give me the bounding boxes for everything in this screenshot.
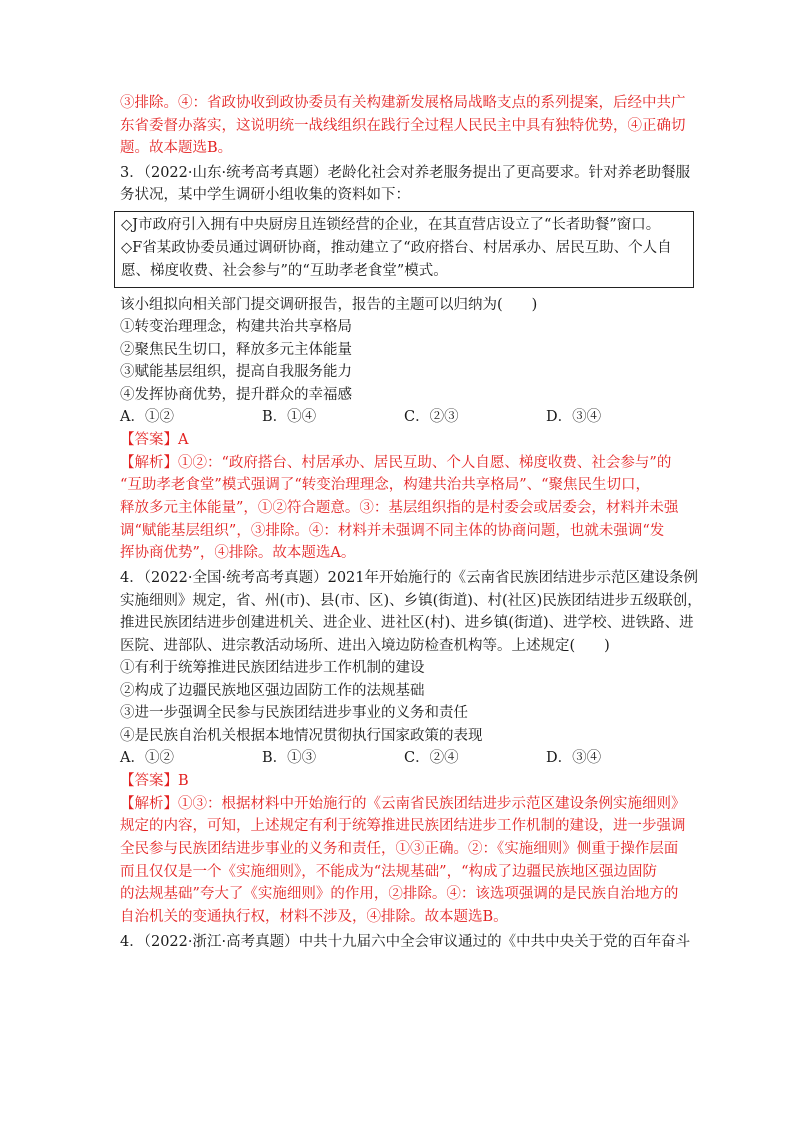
- statement: ①转变治理理念，构建共治共享格局: [120, 319, 352, 335]
- answer: 【答案】B: [120, 773, 189, 790]
- document-page: [120, 92, 702, 953]
- analysis: [120, 452, 690, 566]
- question-4-national: [120, 567, 702, 929]
- statement: ②聚焦民生切口，释放多元主体能量: [120, 341, 352, 358]
- analysis-line: 的法规基础”夸大了《实施细则》的作用，②排除。④：该选项强调的是民族自治地方的: [120, 886, 679, 903]
- question-4-zhejiang: [120, 931, 690, 954]
- statement: ③进一步强调全民参与民族团结进步事业的义务和责任: [120, 705, 468, 722]
- previous-analysis: [120, 92, 690, 160]
- analysis-line: 自治机关的变通执行权，材料不涉及，④排除。故本题选B。: [120, 909, 508, 926]
- analysis-line: 调“赋能基层组织”，③排除。④：材料并未强调不同主体的协商问题，也就未强调“发: [120, 522, 665, 539]
- question-stem: 务状况，某中学生调研小组收集的资料如下：: [120, 187, 410, 203]
- question-stem: 4．（2022·浙江·高考真题）中共十九届六中全会审议通过的《中共中央关于党的百年奋斗: [120, 933, 691, 950]
- question-stem: 4．（2022·全国·统考高考真题）2021年开始施行的《云南省民族团结进步示范区建设条例: [120, 570, 698, 587]
- question-stem: 推进民族团结进步创建进机关、进企业、进社区(村)、进乡镇(街道)、进学校、进铁路、进: [120, 615, 694, 632]
- material-line: 愿、梯度收费、社会参与”的“互助孝老食堂”模式。: [121, 262, 448, 279]
- analysis: [120, 793, 690, 929]
- option-a: A．①②: [120, 750, 174, 767]
- question-stem: 3．（2022·山东·统考高考真题）老龄化社会对养老服务提出了更高要求。针对养老助餐服: [120, 164, 691, 181]
- text-line: 题。故本题选B。: [120, 140, 233, 156]
- statement: ④发挥协商优势，提升群众的幸福感: [120, 386, 352, 403]
- answer: 【答案】A: [120, 432, 189, 448]
- statement: ①有利于统筹推进民族团结进步工作机制的建设: [120, 660, 425, 677]
- option-b: B．①④: [262, 409, 317, 425]
- option-c: C．②③: [404, 409, 459, 425]
- question-stem: 医院、进部队、进宗教活动场所、进出入境边防检查机构等。上述规定( ): [120, 637, 610, 654]
- question-prompt: 该小组拟向相关部门提交调研报告，报告的主题可以归纳为( ): [120, 296, 538, 313]
- analysis-line: 全民参与民族团结进步事业的义务和责任，①③正确。②：《实施细则》侧重于操作层面: [120, 840, 679, 857]
- option-d: D．③④: [546, 409, 602, 425]
- option-b: B．①③: [262, 750, 317, 767]
- question-stem: 实施细则》规定，省、州(市)、县(市、区)、乡镇(街道)、村(社区)民族团结进步五级联创，: [120, 592, 702, 609]
- option-d: D．③④: [546, 750, 602, 767]
- analysis-line: “互助孝老食堂”模式强调了“转变治理理念，构建共治共享格局”、“聚焦民生切口，: [120, 477, 651, 494]
- options-row: [120, 406, 690, 429]
- question-3: [120, 162, 690, 566]
- statement: ④是民族自治机关根据本地情况贯彻执行国家政策的表现: [120, 727, 483, 744]
- text-line: ③排除。④：省政协收到政协委员有关构建新发展格局战略支点的系列提案，后经中共广: [120, 95, 686, 111]
- text-line: 东省委督办落实，这说明统一战线组织在践行全过程人民民主中具有独特优势，④正确切: [120, 117, 686, 134]
- statement: ③赋能基层组织，提高自我服务能力: [120, 364, 352, 380]
- analysis-line: 【解析】①②：“政府搭台、村居承办、居民互助、个人自愿、梯度收费、社会参与”的: [120, 454, 672, 471]
- option-a: A．①②: [120, 409, 174, 425]
- analysis-line: 释放多元主体能量”，①②符合题意。③：基层组织指的是村委会或居委会，材料并未强: [120, 499, 679, 516]
- option-c: C．②④: [404, 750, 459, 767]
- analysis-line: 【解析】①③：根据材料中开始施行的《云南省民族团结进步示范区建设条例实施细则》: [120, 795, 686, 812]
- analysis-line: 规定的内容，可知，上述规定有利于统筹推进民族团结进步工作机制的建设，进一步强调: [120, 818, 686, 835]
- analysis-line: 而且仅仅是一个《实施细则》，不能成为“法规基础”，“构成了边疆民族地区强边固防: [120, 863, 657, 880]
- material-box: [114, 211, 694, 288]
- options-row: [120, 747, 690, 770]
- statement: ②构成了边疆民族地区强边固防工作的法规基础: [120, 682, 425, 699]
- material-line: ◇J市政府引入拥有中央厨房且连锁经营的企业，在其直营店设立了“长者助餐”窗口。: [121, 216, 661, 233]
- material-line: ◇F省某政协委员通过调研协商，推动建立了“政府搭台、村居承办、居民互助、个人自: [121, 239, 672, 256]
- analysis-line: 挥协商优势”，④排除。故本题选A。: [120, 545, 356, 562]
